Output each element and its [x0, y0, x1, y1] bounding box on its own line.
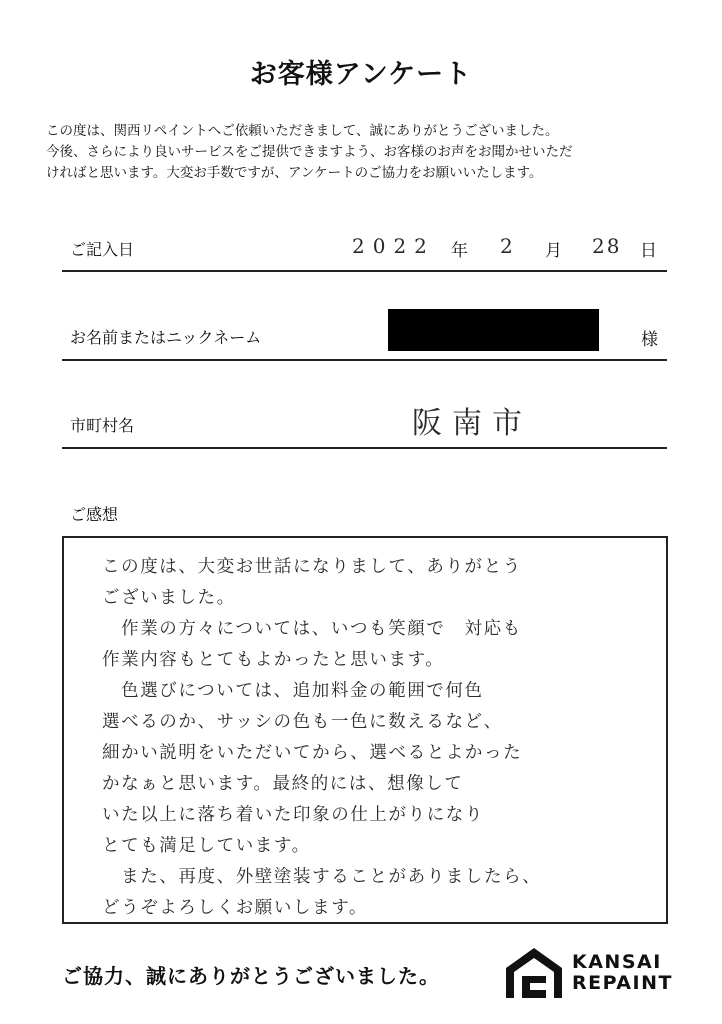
- intro-text: [46, 121, 686, 184]
- intro-line: ければと思います。大変お手数ですが、アンケートのご協力をお願いいたします。: [46, 165, 543, 181]
- logo-wordmark: [572, 952, 673, 994]
- comment-line: 選べるのか、サッシの色も一色に数えるなど、: [102, 712, 503, 732]
- date-month-unit: 月: [545, 241, 562, 261]
- comment-line: とても満足しています。: [102, 836, 311, 856]
- date-year-unit: 年: [451, 241, 468, 261]
- comment-line: また、再度、外壁塗装することがありましたら、: [102, 867, 542, 887]
- house-logo-icon: [502, 942, 566, 1002]
- comment-line: ございました。: [102, 588, 236, 608]
- logo-line: REPAINT: [572, 972, 673, 994]
- company-logo: [502, 942, 677, 1002]
- comment-text: [102, 552, 662, 924]
- city-label: 市町村名: [70, 416, 135, 435]
- comment-line: どうぞよろしくお願いします。: [102, 898, 368, 918]
- intro-line: 今後、さらにより良いサービスをご提供できますよう、お客様のお声をお聞かせいただ: [46, 144, 573, 160]
- logo-line: KANSAI: [572, 951, 662, 973]
- comment-label: ご感想: [70, 505, 119, 524]
- footer-thanks: ご協力、誠にありがとうございました。: [62, 964, 440, 988]
- date-day-unit: 日: [640, 241, 657, 261]
- comment-box: [62, 536, 668, 924]
- date-label: ご記入日: [70, 240, 135, 259]
- comment-line: 作業の方々については、いつも笑顔で 対応も: [102, 619, 522, 639]
- comment-line: 色選びについては、追加料金の範囲で何色: [102, 681, 484, 701]
- name-suffix: 様: [641, 330, 658, 350]
- date-month-value: 2: [500, 234, 513, 258]
- comment-line: 作業内容もとてもよかったと思います。: [102, 650, 445, 670]
- comment-line: いた以上に落ち着いた印象の仕上がりになり: [102, 805, 484, 825]
- redacted-name: [388, 309, 599, 351]
- comment-line: かなぁと思います。最終的には、想像して: [102, 774, 464, 794]
- date-underline: [62, 270, 667, 272]
- city-value: 阪南市: [412, 406, 532, 441]
- intro-line: この度は、関西リペイントへご依頼いただきまして、誠にありがとうございました。: [46, 123, 559, 139]
- date-day-value: 28: [592, 234, 622, 258]
- name-label: お名前またはニックネーム: [70, 328, 262, 347]
- survey-title: お客様アンケート: [249, 59, 473, 90]
- name-underline: [62, 359, 667, 361]
- date-year-value: 2022: [352, 234, 435, 258]
- comment-line: この度は、大変お世話になりまして、ありがとう: [102, 557, 522, 577]
- city-underline: [62, 447, 667, 449]
- comment-line: 細かい説明をいただいてから、選べるとよかった: [102, 743, 523, 763]
